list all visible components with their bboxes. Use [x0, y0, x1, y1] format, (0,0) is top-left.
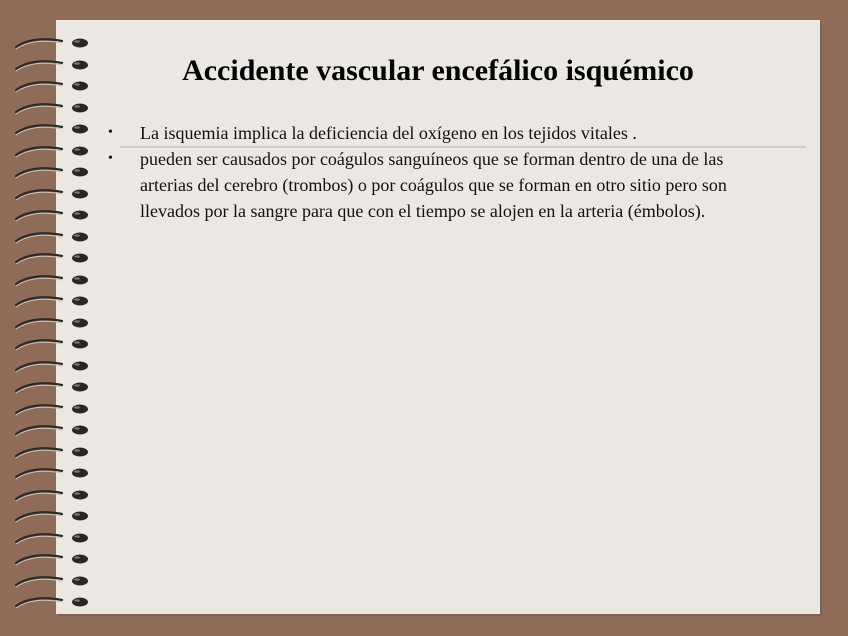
- binding-ring-icon: [14, 421, 90, 441]
- binding-ring-icon: [14, 357, 90, 377]
- binding-ring-icon: [14, 550, 90, 570]
- binding-ring-icon: [14, 56, 90, 76]
- binding-ring-icon: [14, 529, 90, 549]
- binding-ring-icon: [14, 249, 90, 269]
- binding-ring-icon: [14, 572, 90, 592]
- bullet-icon: •: [108, 151, 113, 166]
- binding-ring-icon: [14, 163, 90, 183]
- binding-ring-icon: [14, 378, 90, 398]
- binding-ring-icon: [14, 206, 90, 226]
- binding-ring-icon: [14, 185, 90, 205]
- bullet-text: La isquemia implica la deficiencia del oxígeno en los tejidos vitales .: [140, 123, 637, 143]
- binding-ring-icon: [14, 464, 90, 484]
- binding-ring-icon: [14, 593, 90, 613]
- binding-ring-icon: [14, 443, 90, 463]
- binding-ring-icon: [14, 77, 90, 97]
- bullet-list: [108, 120, 778, 224]
- binding-ring-icon: [14, 99, 90, 119]
- binding-ring-icon: [14, 335, 90, 355]
- binding-ring-icon: [14, 34, 90, 54]
- bullet-item: [108, 120, 778, 146]
- bullet-text: pueden ser causados por coágulos sanguíneos que se forman dentro de una de las arterias del cerebro (trombos) o por coágulos que se forman en otro sitio pero son llevados por la sangre para que con el tiempo se alojen en la arteria (émbolos).: [140, 149, 727, 221]
- bullet-item: [108, 146, 778, 224]
- binding-ring-icon: [14, 120, 90, 140]
- notebook-paper: [56, 20, 820, 614]
- binding-ring-icon: [14, 142, 90, 162]
- binding-ring-icon: [14, 292, 90, 312]
- binding-ring-icon: [14, 507, 90, 527]
- slide-title: Accidente vascular encefálico isquémico: [182, 54, 694, 87]
- binding-ring-icon: [14, 314, 90, 334]
- binding-ring-icon: [14, 271, 90, 291]
- binding-ring-icon: [14, 400, 90, 420]
- binding-ring-icon: [14, 228, 90, 248]
- bullet-icon: •: [108, 125, 113, 140]
- binding-ring-icon: [14, 486, 90, 506]
